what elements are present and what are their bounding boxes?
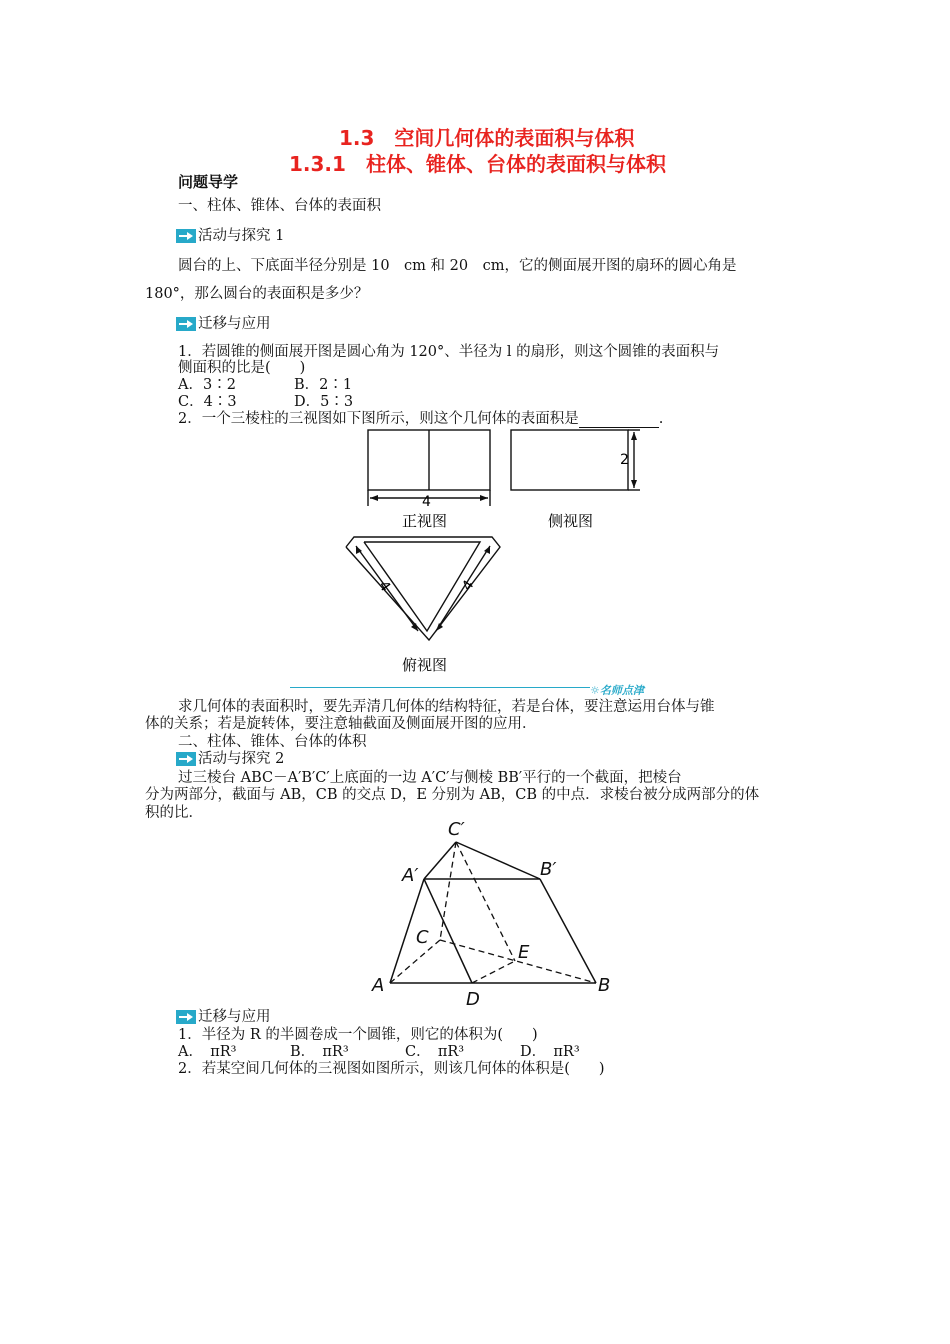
tip-badge [590, 682, 644, 698]
q2-line: 2．一个三棱柱的三视图如下图所示，则这个几何体的表面积是 . [178, 411, 664, 427]
q3-option-a: A． πR³ [178, 1044, 237, 1060]
activity1-label: 活动与探究 1 [198, 228, 285, 244]
q2-text: 2．一个三棱柱的三视图如下图所示，则这个几何体的表面积是 [178, 411, 579, 427]
tip-divider [290, 687, 590, 688]
q1-option-a: A．3∶2 [178, 377, 236, 393]
tip-line1: 求几何体的表面积时，要先弄清几何体的结构特征，若是台体，要注意运用台体与锥 [178, 699, 715, 715]
label-Ap: A′ [402, 865, 419, 886]
label-Cp: C′ [448, 819, 465, 840]
side-view-label: 侧视图 [548, 512, 594, 530]
transfer1-tag [176, 315, 271, 333]
section2-heading: 二、柱体、锥体、台体的体积 [178, 734, 367, 750]
top-dim-right-label: 4 [459, 577, 478, 594]
arrow-icon [176, 317, 196, 331]
activity2-line3: 积的比． [145, 805, 203, 821]
section-heading: 问题导学 [178, 173, 239, 191]
activity2-label: 活动与探究 2 [198, 751, 285, 767]
edge-BBp [540, 879, 596, 983]
three-views-figure [340, 426, 660, 676]
q3-text: 1．半径为 R 的半圆卷成一个圆锥，则它的体积为( ) [178, 1027, 538, 1043]
top-view-label: 俯视图 [402, 656, 448, 674]
front-view-label: 正视图 [402, 512, 448, 530]
transfer2-label: 迁移与应用 [198, 1009, 271, 1025]
arrow-icon [176, 1010, 196, 1024]
tip-line2: 体的关系；若是旋转体，要注意轴截面及侧面展开图的应用． [145, 716, 537, 732]
title-main: 1.3 空间几何体的表面积与体积 [339, 126, 635, 150]
bulb-icon: ☼ [590, 684, 600, 697]
arrow-icon [176, 752, 196, 766]
q3-option-d: D． πR³ [520, 1044, 580, 1060]
tip-banner [290, 681, 690, 695]
label-D: D [466, 989, 480, 1010]
tip-badge-text: 名师点津 [599, 684, 644, 697]
title-sub: 1.3.1 柱体、锥体、台体的表面积与体积 [289, 152, 666, 176]
top-dim-left-label: 4 [375, 578, 394, 595]
side-dim-label: 2 [620, 452, 629, 468]
q4-text: 2．若某空间几何体的三视图如图所示，则该几何体的体积是( ) [178, 1061, 605, 1077]
edge-DE [472, 961, 515, 983]
q1-line2: 侧面积的比是( ) [178, 360, 306, 376]
activity1-line2: 180°，那么圆台的表面积是多少？ [145, 286, 369, 302]
transfer1-label: 迁移与应用 [198, 316, 271, 332]
label-E: E [518, 942, 530, 963]
q1-option-d: D．5∶3 [294, 394, 354, 410]
section1-heading: 一、柱体、锥体、台体的表面积 [178, 198, 381, 214]
label-C: C [416, 927, 429, 948]
q3-option-c: C． πR³ [405, 1044, 465, 1060]
frustum-figure [360, 815, 630, 1010]
side-view-rect [511, 430, 628, 490]
edge-CpE [456, 842, 515, 961]
q3-option-b: B． πR³ [290, 1044, 349, 1060]
front-dim-label: 4 [422, 494, 431, 510]
activity2-tag [176, 750, 284, 768]
transfer2-tag [176, 1008, 271, 1026]
activity2-line2: 分为两部分，截面与 AB，CB 的交点 D，E 分别为 AB，CB 的中点．求棱台被分成两部分的体 [145, 787, 760, 803]
arrow-icon [176, 229, 196, 243]
activity1-tag [176, 227, 284, 245]
activity1-line1: 圆台的上、下底面半径分别是 10 cm 和 20 cm，它的侧面展开图的扇环的圆心角是 [178, 258, 737, 274]
label-A: A [372, 975, 385, 996]
q1-option-c: C．4∶3 [178, 394, 237, 410]
activity2-line1: 过三棱台 ABC－A′B′C′上底面的一边 A′C′与侧棱 BB′平行的一个截面，把棱台 [178, 770, 682, 786]
label-Bp: B′ [540, 859, 557, 880]
q1-line1: 1．若圆锥的侧面展开图是圆心角为 120°、半径为 l 的扇形，则这个圆锥的表面积与 [178, 344, 720, 360]
q1-option-b: B．2∶1 [294, 377, 353, 393]
label-B: B [598, 975, 611, 996]
edge-CpBp [456, 842, 540, 879]
